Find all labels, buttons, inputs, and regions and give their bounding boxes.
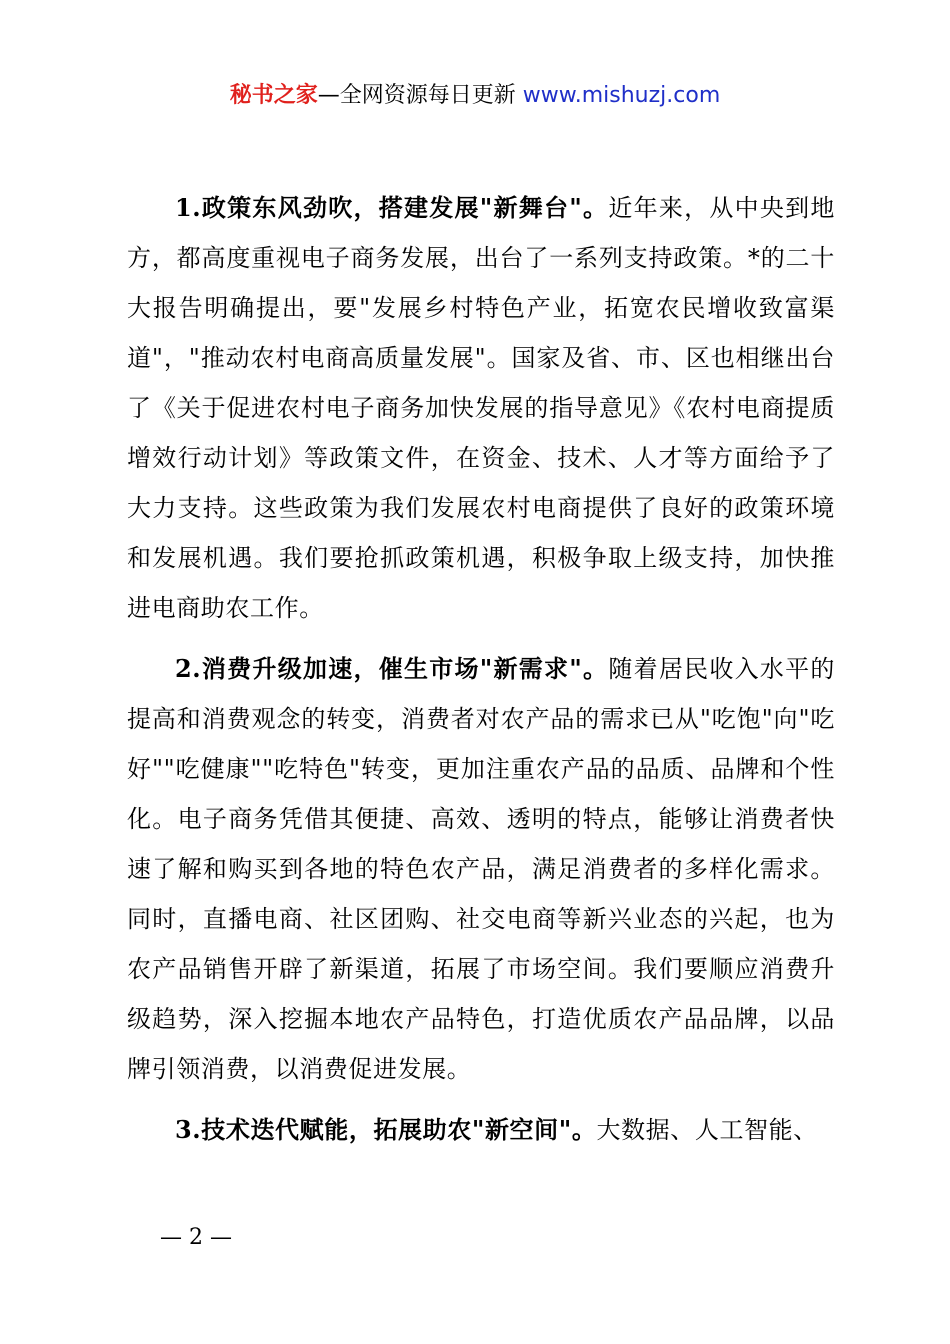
- site-header: [0, 80, 950, 112]
- paragraph-technology: [127, 1105, 835, 1155]
- paragraph-heading: 3.技术迭代赋能，拓展助农"新空间"。: [175, 1115, 597, 1144]
- paragraph-text: 随着居民收入水平的提高和消费观念的转变，消费者对农产品的需求已从"吃饱"向"吃好""吃健康""吃特色"转变，更加注重农产品的品质、品牌和个性化。电子商务凭借其便捷、高效、透明的特点，能够让消费者快速了解和购买到各地的特色农产品，满足消费者的多样化需求。同时，直播电商、社区团购、社交电商等新兴业态的兴起，也为农产品销售开辟了新渠道，拓展了市场空间。我们要顺应消费升级趋势，深入挖掘本地农产品特色，打造优质农产品品牌，以品牌引领消费，以消费促进发展。: [127, 655, 835, 1083]
- paragraph-consumption: [127, 644, 835, 1094]
- header-tagline: —全网资源每日更新: [317, 83, 523, 108]
- page-number: — 2 —: [160, 1225, 232, 1250]
- paragraph-text: 近年来，从中央到地方，都高度重视电子商务发展，出台了一系列支持政策。*的二十大报告明确提出，要"发展乡村特色产业，拓宽农民增收致富渠道"，"推动农村电商高质量发展"。国家及省、市、区也相继出台了《关于促进农村电子商务加快发展的指导意见》《农村电商提质增效行动计划》等政策文件，在资金、技术、人才等方面给予了大力支持。这些政策为我们发展农村电商提供了良好的政策环境和发展机遇。我们要抢抓政策机遇，积极争取上级支持，加快推进电商助农工作。: [127, 194, 835, 622]
- paragraph-heading: 1.政策东风劲吹，搭建发展"新舞台"。: [175, 193, 609, 222]
- document-body: [127, 183, 835, 1166]
- site-url-link[interactable]: www.mishuzj.com: [522, 83, 721, 108]
- paragraph-policy: [127, 183, 835, 633]
- paragraph-heading: 2.消费升级加速，催生市场"新需求"。: [175, 654, 609, 683]
- paragraph-text: 大数据、人工智能、: [596, 1116, 818, 1144]
- brand-name: 秘书之家: [229, 83, 318, 108]
